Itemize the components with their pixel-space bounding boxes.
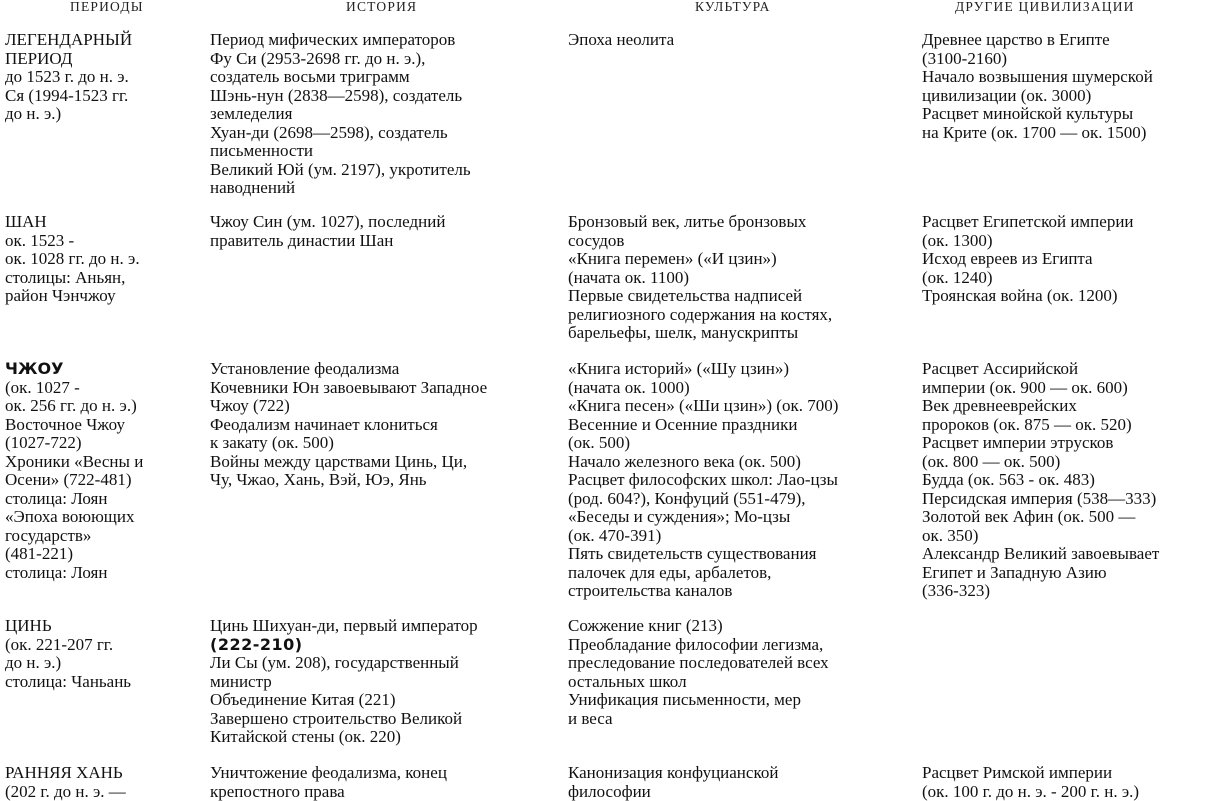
row-qin-period [5,617,205,691]
culture-line: «Книга историй» («Шу цзин») [568,360,918,379]
history-line: Ли Сы (ум. 208), государственный [210,654,560,673]
period-line: (481-221) [5,545,205,564]
history-line: Уничтожение феодализма, конец [210,764,560,783]
period-line: ШАН [5,213,205,232]
period-line: до н. э.) [5,105,205,124]
row-qin-history [210,617,560,747]
period-line: Осени» (722-481) [5,471,205,490]
history-line: Чжоу Син (ум. 1027), последний [210,213,560,232]
period-line: «Эпоха воюющих [5,508,205,527]
other-line: (ок. 100 г. до н. э. - 200 г. н. э.) [922,783,1210,801]
period-line: Восточное Чжоу [5,416,205,435]
culture-line: (ок. 470-391) [568,527,918,546]
culture-line: Канонизация конфуцианской [568,764,918,783]
culture-line: (начата ок. 1100) [568,269,918,288]
other-line: Расцвет Римской империи [922,764,1210,783]
other-line: ок. 350) [922,527,1210,546]
period-line: ок. 1028 гг. до н. э. [5,250,205,269]
row-legendary-other [922,31,1210,142]
header-history: ИСТОРИЯ [346,0,417,17]
header-periods: ПЕРИОДЫ [70,0,144,17]
other-line: на Крите (ок. 1700 — ок. 1500) [922,124,1210,143]
period-line: ок. 1523 - [5,232,205,251]
culture-line: (род. 604?), Конфуций (551-479), [568,490,918,509]
culture-line: «Беседы и суждения»; Мо-цзы [568,508,918,527]
other-line: (336-323) [922,582,1210,601]
culture-line: религиозного содержания на костях, [568,306,918,325]
culture-line: Первые свидетельства надписей [568,287,918,306]
other-line: Персидская империя (538—333) [922,490,1210,509]
history-line: Период мифических императоров [210,31,560,50]
culture-line: сосудов [568,232,918,251]
period-line: столицы: Аньян, [5,269,205,288]
other-line: (ок. 1240) [922,269,1210,288]
history-line: крепостного права [210,783,560,801]
row-legendary-period [5,31,205,124]
history-line: Хуан-ди (2698—2598), создатель [210,124,560,143]
row-early-han-culture [568,764,918,801]
period-line: ок. 256 гг. до н. э.) [5,397,205,416]
history-line: Чжоу (722) [210,397,560,416]
history-line: Великий Юй (ум. 2197), укротитель [210,161,560,180]
row-early-han-period [5,764,205,801]
history-line: Фу Си (2953-2698 гг. до н. э.), [210,50,560,69]
history-line: Шэнь-нун (2838—2598), создатель [210,87,560,106]
culture-line: «Книга перемен» («И цзин») [568,250,918,269]
culture-line: Эпоха неолита [568,31,918,50]
culture-line: Унификация письменности, мер [568,691,918,710]
row-qin-culture [568,617,918,728]
period-title: ЧЖОУ [5,360,205,379]
period-line: до 1523 г. до н. э. [5,68,205,87]
row-shang-history [210,213,560,250]
other-line: Расцвет Ассирийской [922,360,1210,379]
other-line: Начало возвышения шумерской [922,68,1210,87]
row-zhou-culture [568,360,918,601]
culture-line: Бронзовый век, литье бронзовых [568,213,918,232]
period-line: ПЕРИОД [5,50,205,69]
other-line: Век древнееврейских [922,397,1210,416]
other-line: Будда (ок. 563 - ок. 483) [922,471,1210,490]
history-line: Объединение Китая (221) [210,691,560,710]
other-line: Золотой век Афин (ок. 500 — [922,508,1210,527]
row-early-han-history [210,764,560,801]
culture-line: Начало железного века (ок. 500) [568,453,918,472]
other-line: Расцвет минойской культуры [922,105,1210,124]
row-zhou-period [5,360,205,582]
history-line: Китайской стены (ок. 220) [210,728,560,747]
period-line: ЛЕГЕНДАРНЫЙ [5,31,205,50]
other-line: цивилизации (ок. 3000) [922,87,1210,106]
culture-line: палочек для еды, арбалетов, [568,564,918,583]
culture-line: Сожжение книг (213) [568,617,918,636]
history-line: Завершено строительство Великой [210,710,560,729]
history-line: земледелия [210,105,560,124]
row-early-han-other [922,764,1210,801]
culture-line: (начата ок. 1000) [568,379,918,398]
period-line: РАННЯЯ ХАНЬ [5,764,205,783]
period-line: (202 г. до н. э. — [5,783,205,801]
history-line: Чу, Чжао, Хань, Вэй, Юэ, Янь [210,471,560,490]
other-line: (ок. 800 — ок. 500) [922,453,1210,472]
other-line: Троянская война (ок. 1200) [922,287,1210,306]
culture-line: барельефы, шелк, манускрипты [568,324,918,343]
other-line: Расцвет Египетской империи [922,213,1210,232]
other-line: Расцвет империи этрусков [922,434,1210,453]
other-line: пророков (ок. 875 — ок. 520) [922,416,1210,435]
row-legendary-history [210,31,560,198]
culture-line: преследование последователей всех [568,654,918,673]
period-line: (ок. 1027 - [5,379,205,398]
history-line: наводнений [210,179,560,198]
culture-line: (ок. 500) [568,434,918,453]
period-line: (ок. 221-207 гг. [5,636,205,655]
history-line: создатель восьми триграмм [210,68,560,87]
other-line: Древнее царство в Египте [922,31,1210,50]
period-line: столица: Лоян [5,564,205,583]
culture-line: и веса [568,710,918,729]
history-line: Цинь Шихуан-ди, первый император [210,617,560,636]
period-line: до н. э.) [5,654,205,673]
other-line: Исход евреев из Египта [922,250,1210,269]
culture-line: Весенние и Осенние праздники [568,416,918,435]
culture-line: остальных школ [568,673,918,692]
culture-line: Расцвет философских школ: Лао-цзы [568,471,918,490]
culture-line: «Книга песен» («Ши цзин») (ок. 700) [568,397,918,416]
history-line: министр [210,673,560,692]
other-line: империи (ок. 900 — ок. 600) [922,379,1210,398]
other-line: Александр Великий завоевывает [922,545,1210,564]
period-line: (1027-722) [5,434,205,453]
culture-line: философии [568,783,918,801]
row-zhou-other [922,360,1210,601]
row-zhou-history [210,360,560,490]
period-line: Ся (1994-1523 гг. [5,87,205,106]
history-line: письменности [210,142,560,161]
history-line: правитель династии Шан [210,232,560,251]
history-line: Кочевники Юн завоевывают Западное [210,379,560,398]
history-line: к закату (ок. 500) [210,434,560,453]
row-shang-period [5,213,205,306]
history-line: Феодализм начинает клониться [210,416,560,435]
header-other-civilizations: ДРУГИЕ ЦИВИЛИЗАЦИИ [955,0,1135,17]
history-line: Установление феодализма [210,360,560,379]
period-line: столица: Лоян [5,490,205,509]
other-line: (ок. 1300) [922,232,1210,251]
header-culture: КУЛЬТУРА [695,0,771,17]
row-shang-other [922,213,1210,306]
row-legendary-culture [568,31,918,50]
period-line: Хроники «Весны и [5,453,205,472]
history-line: Войны между царствами Цинь, Ци, [210,453,560,472]
culture-line: Пять свидетельств существования [568,545,918,564]
other-line: (3100-2160) [922,50,1210,69]
period-line: ЦИНЬ [5,617,205,636]
row-shang-culture [568,213,918,343]
culture-line: Преобладание философии легизма, [568,636,918,655]
history-line-bold: (222-210) [210,636,560,655]
culture-line: строительства каналов [568,582,918,601]
other-line: Египет и Западную Азию [922,564,1210,583]
period-line: район Чэнчжоу [5,287,205,306]
period-line: столица: Чаньань [5,673,205,692]
period-line: государств» [5,527,205,546]
